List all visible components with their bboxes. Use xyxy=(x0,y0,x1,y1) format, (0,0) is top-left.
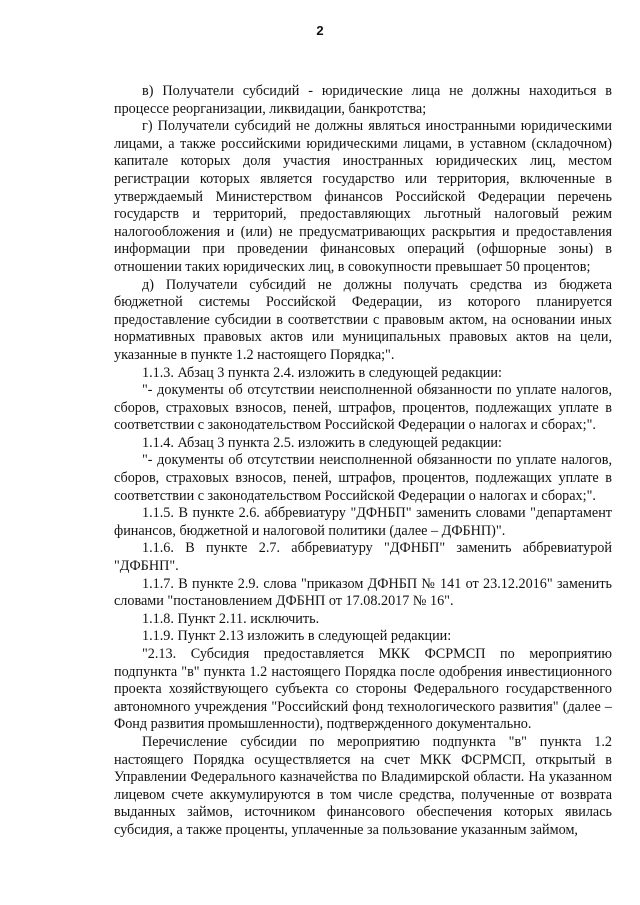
paragraph-1-1-8: 1.1.8. Пункт 2.11. исключить. xyxy=(142,610,320,627)
paragraph-subsidy-transfer: Перечисление субсидии по мероприятию подпункта "в" пункта 1.2 настоящего Порядка осуществляется на счет МКК ФСРМСП, открытый в Управлении Федерального казначейства по Владимирской области. На указанном лицевом счете аккумулируются в том числе средства, полученные от возврата выданных займов, источником финансового обеспечения которых явилась субсидия, а также проценты, уплаченные за пользование указанным займом, xyxy=(114,733,612,838)
paragraph-v-reorganization: в) Получатели субсидий - юридические лица не должны находиться в процессе реорганизации, ликвидации, банкротства; xyxy=(114,83,612,117)
paragraph-1-1-4-text: "- документы об отсутствии неисполненной обязанности по уплате налогов, сборов, страховых взносов, пеней, штрафов, процентов, подлежащих уплате в соответствии с законодательством Российской Федерации о налогах и сборах;". xyxy=(114,452,612,504)
paragraph-1-1-7: 1.1.7. В пункте 2.9. слова "приказом ДФНБП № 141 от 23.12.2016" заменить словами "постановлением ДФБНП от 17.08.2017 № 16". xyxy=(114,575,612,610)
paragraph-d-budget-funds: д) Получатели субсидий не должны получать средства из бюджета бюджетной системы Российской Федерации, из которого планируется предоставление субсидии в соответствии с правовым актом, на основании иных нормативных правовых актов или муниципальных правовых актов на цели, указанные в пункте 1.2 настоящего Порядка;". xyxy=(114,276,612,363)
paragraph-1-1-5: 1.1.5. В пункте 2.6. аббревиатуру "ДФНБП" заменить словами "департамент финансов, бюджетной и налоговой политики (далее – ДФБНП)". xyxy=(114,505,612,539)
document-body xyxy=(114,83,612,840)
page-number: 2 xyxy=(316,23,324,38)
paragraph-1-1-9: 1.1.9. Пункт 2.13 изложить в следующей редакции: xyxy=(142,628,452,645)
paragraph-1-1-3-text: "- документы об отсутствии неисполненной обязанности по уплате налогов, сборов, страховых взносов, пеней, штрафов, процентов, подлежащих уплате в соответствии с законодательством Российской Федерации о налогах и сборах;". xyxy=(114,382,612,434)
paragraph-2-13-subsidy: "2.13. Субсидия предоставляется МКК ФСРМСП по мероприятию подпункта "в" пункта 1.2 настоящего Порядка после одобрения инвестиционного проекта хозяйствующего субъекта со стороны Федерального государственного автономного учреждения "Российский фонд технологического развития" (далее – Фонд развития промышленности), подтвержденного документально. xyxy=(114,646,612,733)
paragraph-1-1-6: 1.1.6. В пункте 2.7. аббревиатуру "ДФНБП" заменить аббревиатурой "ДФБНП". xyxy=(114,540,612,575)
paragraph-1-1-3: 1.1.3. Абзац 3 пункта 2.4. изложить в следующей редакции: xyxy=(142,364,502,381)
paragraph-1-1-4: 1.1.4. Абзац 3 пункта 2.5. изложить в следующей редакции: xyxy=(142,434,502,451)
paragraph-g-foreign-entities: г) Получатели субсидий не должны являться иностранными юридическими лицами, а также российскими юридическими лицами, в уставном (складочном) капитале которых доля участия иностранных юридических лиц, местом регистрации которых является государство или территория, включенные в утверждаемый Министерством финансов Российской Федерации перечень государств и территорий, предоставляющих льготный налоговый режим налогообложения и (или) не предусматривающих раскрытия и предоставления информации при проведении финансовых операций (офшорные зоны) в отношении таких юридических лиц, в совокупности превышает 50 процентов; xyxy=(114,118,612,275)
